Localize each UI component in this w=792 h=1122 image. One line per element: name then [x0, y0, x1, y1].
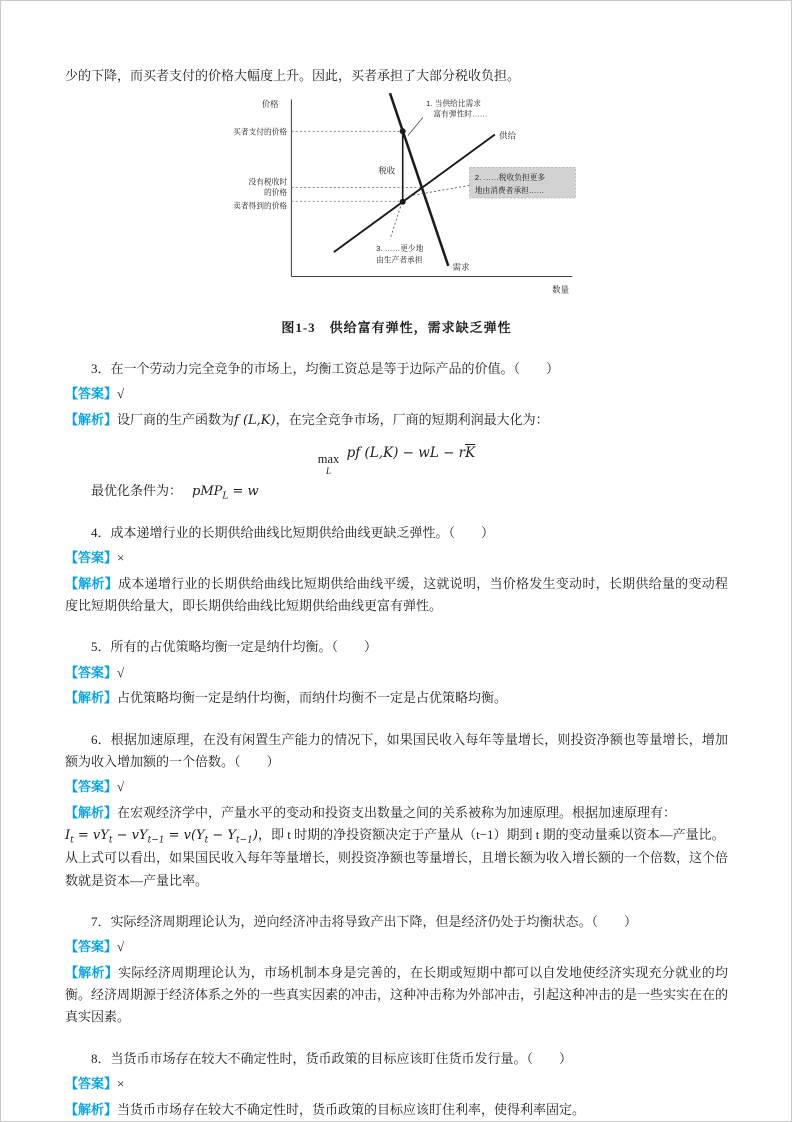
analysis-text: 在宏观经济学中，产量水平的变动和投资支出数量之间的关系被称为加速原理。根据加速原理有： — [117, 804, 677, 820]
production-function-math: f (L,K) — [234, 412, 276, 428]
demand-curve — [389, 93, 447, 266]
question-block-6 — [65, 729, 728, 893]
question-block-7 — [65, 911, 728, 1029]
no-tax-price-label-1: 没有税收时 — [248, 177, 287, 187]
question-block-5 — [65, 636, 728, 709]
max-operator: max L — [317, 452, 340, 476]
question-block-8 — [65, 1048, 728, 1121]
analysis-text: 实际经济周期理论认为，市场机制本身是完善的，在长期或短期中都可以自发地使经济实现充分就业的均衡。经济周期源于经济体系之外的一些真实因素的冲击，这种冲击称为外部冲击，引起这种冲击的是一些实实在在的真实因素。 — [65, 964, 729, 1025]
answer-line — [65, 547, 728, 569]
answer-label: 【答案】 — [65, 386, 118, 402]
answer-label: 【答案】 — [65, 550, 118, 566]
question-text: 6．根据加速原理，在没有闲置生产能力的情况下，如果国民收入每年等量增长，则投资净额也等量增长，增加额为收入增加额的一个倍数。（ ） — [65, 731, 728, 769]
answer-line — [65, 662, 728, 684]
answer-value: √ — [117, 664, 125, 680]
acceleration-formula: $I_t = vY_t - vY_{t-1} = v(Y_t - Y_{t-1})$ — [65, 827, 258, 846]
question-text: 3．在一个劳动力完全竞争的市场上，均衡工资总是等于边际产品的价值。（ ） — [91, 361, 560, 377]
buyer-price-point — [399, 129, 405, 135]
answer-label: 【答案】 — [65, 939, 118, 955]
analysis-label: 【解析】 — [65, 1101, 118, 1117]
annotation2-line2: 地由消费者承担…… — [474, 186, 544, 196]
question-text: 4．成本递增行业的长期供给曲线比短期供给曲线更缺乏弹性。（ ） — [91, 525, 495, 541]
analysis-label: 【解析】 — [65, 411, 118, 427]
answer-value: × — [117, 1076, 125, 1092]
analysis-label: 【解析】 — [65, 804, 118, 820]
analysis-continuation: 从上式可以看出，如果国民收入每年等量增长，则投资净额也等量增长，且增长额为收入增长额的一个倍数，这个倍数就是资本—产量比率。 — [65, 850, 729, 888]
optimal-condition-math: pMP$_L$ = w — [192, 483, 259, 502]
buyer-price-label: 买者支付的价格 — [232, 127, 287, 137]
figure-container — [87, 91, 728, 339]
question-text: 8．当货币市场存在较大不确定性时，货币政策的目标应该盯住货币发行量。（ ） — [91, 1050, 573, 1066]
answer-line — [65, 776, 728, 798]
answer-line — [65, 1073, 728, 1095]
formula-tail-text: ，即 t 时期的净投资额决定于产量从（t−1）期到 t 期的变动量乘以资本—产量比。 — [257, 826, 725, 842]
seller-price-point — [399, 199, 405, 205]
profit-max-formula — [65, 441, 728, 476]
tax-incidence-diagram — [217, 91, 599, 303]
annotation3-leader — [389, 207, 400, 240]
analysis-text: 设厂商的生产函数为 — [117, 411, 235, 427]
analysis-paragraph — [65, 1099, 728, 1121]
analysis-text: 成本递增行业的长期供给曲线比短期供给曲线平缓，这就说明，当价格发生变动时，长期供给量的变动程度比短期供给量大，即长期供给曲线比短期供给曲线更富有弹性。 — [65, 575, 728, 614]
answer-value: × — [117, 550, 125, 566]
analysis-paragraph — [65, 962, 728, 1029]
answer-label: 【答案】 — [65, 664, 118, 680]
acceleration-formula-line — [65, 824, 728, 847]
analysis-text: 当货币市场存在较大不确定性时，货币政策的目标应该盯住利率，使得利率固定。 — [117, 1101, 586, 1117]
question-block-4 — [65, 522, 728, 617]
question-block-3 — [65, 358, 728, 503]
annotation1-line1: 1. 当供给比需求 — [425, 99, 481, 109]
annotation2-line1: 2. ……税收负担更多 — [474, 173, 545, 183]
analysis-label: 【解析】 — [65, 964, 119, 980]
supply-label: 供给 — [498, 131, 516, 142]
analysis-text: 占优策略均衡一定是纳什均衡，而纳什均衡不一定是占优策略均衡。 — [117, 690, 508, 706]
analysis-paragraph — [65, 802, 728, 824]
analysis-paragraph — [65, 687, 728, 709]
annotation3-line2: 由生产者承担 — [375, 256, 423, 266]
answer-value: √ — [117, 779, 125, 795]
demand-label: 需求 — [452, 262, 469, 273]
answer-label: 【答案】 — [65, 1076, 118, 1092]
answer-value: √ — [117, 939, 125, 955]
x-axis-label: 数量 — [551, 284, 569, 295]
annotation3-line1: 3. ……更少地 — [375, 244, 423, 254]
intro-paragraph: 少的下降，而买者支付的价格大幅度上升。因此，买者承担了大部分税收负担。 — [65, 68, 521, 83]
answer-label: 【答案】 — [65, 779, 118, 795]
answer-line — [65, 383, 728, 405]
answer-value: √ — [117, 386, 125, 402]
seller-price-label: 卖者得到的价格 — [232, 202, 287, 212]
annotation1-leader — [408, 118, 423, 136]
capital-bar-term: $\overline{K}$ — [465, 445, 476, 462]
figure-caption: 图1-3 供给富有弹性，需求缺乏弹性 — [281, 319, 512, 335]
answer-line — [65, 936, 728, 958]
annotation1-line2: 富有弹性时…… — [432, 109, 487, 119]
y-axis-label: 价格 — [261, 99, 279, 110]
analysis-text: ，在完全竞争市场，厂商的短期利润最大化为： — [275, 411, 549, 427]
analysis-label: 【解析】 — [65, 575, 119, 591]
analysis-paragraph — [65, 409, 728, 432]
optimal-condition-line — [65, 480, 728, 503]
tax-label: 税收 — [377, 166, 395, 177]
analysis-label: 【解析】 — [65, 690, 118, 706]
formula-body: pf (L,K) − wL − r — [342, 445, 466, 462]
question-text: 5．所有的占优策略均衡一定是纳什均衡。（ ） — [91, 639, 378, 655]
optimal-condition-text: 最优化条件为： — [91, 482, 183, 498]
analysis-paragraph — [65, 573, 728, 618]
question-text: 7．实际经济周期理论认为，逆向经济冲击将导致产出下降，但是经济仍处于均衡状态。（ ） — [91, 914, 638, 930]
no-tax-price-label-2: 的价格 — [263, 188, 287, 198]
